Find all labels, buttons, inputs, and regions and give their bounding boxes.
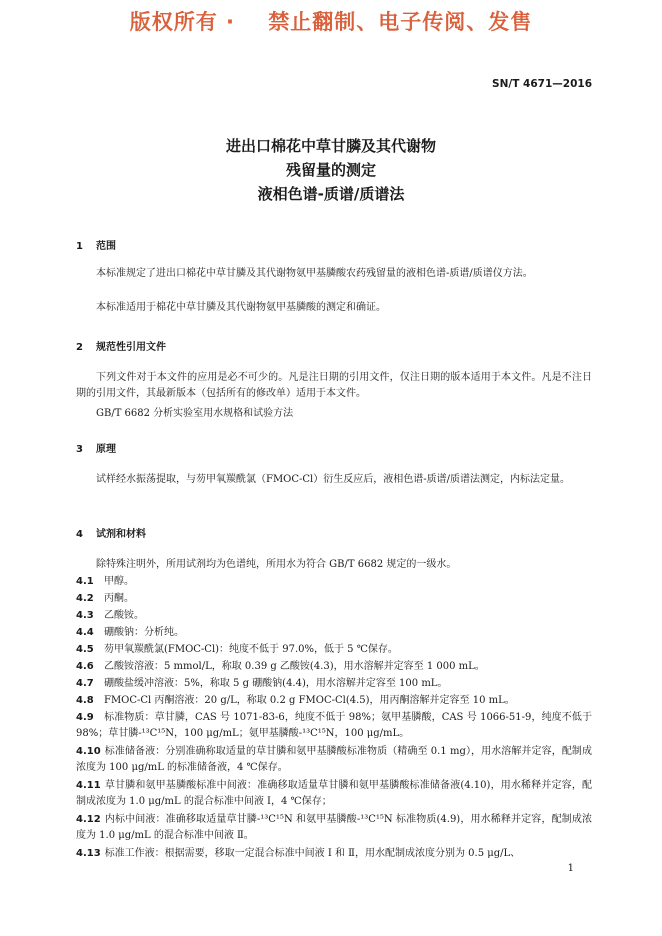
title-line-3: 液相色谱-质谱/质谱法 (257, 185, 405, 203)
item-number: 4.9 (76, 712, 94, 723)
section-number: 4 (76, 529, 83, 540)
list-item (76, 846, 592, 862)
item-number: 4.2 (76, 593, 94, 604)
list-item (76, 778, 592, 810)
scope-paragraph-1: 本标准规定了进出口棉花中草甘膦及其代谢物氨甲基膦酸农药残留量的液相色谱-质谱/质谱仪方法。 (96, 268, 533, 279)
section-title: 范围 (96, 241, 116, 252)
list-item (76, 812, 592, 844)
scope-paragraph-2: 本标准适用于棉花中草甘膦及其代谢物氨甲基膦酸的测定和确证。 (96, 302, 386, 313)
item-text: FMOC-Cl 丙酮溶液：20 g/L，称取 0.2 g FMOC-Cl(4.5)，用丙酮溶解并定容至 10 mL。 (104, 695, 515, 706)
section-title: 规范性引用文件 (96, 342, 166, 353)
item-text: 内标中间液：准确移取适量草甘膦-¹³C¹⁵N 和氨甲基膦酸-¹³C¹⁵N 标准物质(4.9)，用水稀释并定容，配制成浓度为 1.0 μg/mL 的混合标准中间液 Ⅱ。 (76, 814, 592, 841)
list-item (76, 710, 592, 742)
section-number: 3 (76, 444, 83, 455)
item-text: 标准储备液：分别准确称取适量的草甘膦和氨甲基膦酸标准物质（精确至 0.1 mg），用水溶解并定容，配制成浓度为 100 μg/mL 的标准储备液，4 ℃保存。 (76, 746, 592, 773)
list-item (76, 676, 592, 692)
section-4-heading (76, 525, 146, 540)
item-number: 4.4 (76, 627, 94, 638)
item-number: 4.11 (76, 780, 101, 791)
title-line-1: 进出口棉花中草甘膦及其代谢物 (225, 137, 436, 155)
list-item (76, 744, 592, 776)
section-1-heading (76, 237, 116, 252)
item-number: 4.6 (76, 661, 94, 672)
item-number: 4.1 (76, 576, 94, 587)
item-text: 芴甲氧羰酰氯(FMOC-Cl)：纯度不低于 97.0%，低于 5 ℃保存。 (104, 644, 398, 655)
item-text: 标准工作液：根据需要，移取一定混合标准中间液 Ⅰ 和 Ⅱ，用水配制成浓度分别为 0.5 μg/L、 (104, 848, 521, 859)
item-text: 乙酸铵。 (104, 610, 144, 621)
item-number: 4.5 (76, 644, 94, 655)
list-item (76, 574, 592, 590)
section-number: 2 (76, 342, 83, 353)
item-text: 草甘膦和氨甲基膦酸标准中间液：准确移取适量草甘膦和氨甲基膦酸标准储备液(4.10)，用水稀释并定容，配制成浓度为 1.0 μg/mL 的混合标准中间液 Ⅰ，4 ℃保存； (76, 780, 592, 807)
item-number: 4.10 (76, 746, 101, 757)
standard-number: SN/T 4671—2016 (492, 78, 592, 90)
page-number: 1 (567, 863, 574, 874)
section-3-heading (76, 440, 116, 455)
item-number: 4.7 (76, 678, 94, 689)
item-number: 4.12 (76, 814, 101, 825)
list-item (76, 642, 592, 658)
section-title: 试剂和材料 (96, 529, 146, 540)
item-number: 4.3 (76, 610, 94, 621)
item-text: 硼酸盐缓冲溶液：5%，称取 5 g 硼酸钠(4.4)，用水溶解并定容至 100 mL。 (104, 678, 448, 689)
item-text: 标准物质：草甘膦，CAS 号 1071-83-6，纯度不低于 98%；氨甲基膦酸，CAS 号 1066-51-9，纯度不低于 98%；草甘膦-¹³C¹⁵N，100 μg/mL；氨甲基膦酸-¹³C¹⁵N，100 μg/mL。 (76, 712, 592, 739)
principle-paragraph: 试样经水振荡提取，与芴甲氧羰酰氯（FMOC-Cl）衍生反应后，液相色谱-质谱/质谱法测定，内标法定量。 (96, 474, 571, 485)
list-item (76, 625, 592, 641)
reagents-intro: 除特殊注明外，所用试剂均为色谱纯，所用水为符合 GB/T 6682 规定的一级水。 (96, 559, 457, 570)
section-title: 原理 (96, 444, 116, 455)
item-text: 乙酸铵溶液：5 mmol/L，称取 0.39 g 乙酸铵(4.3)，用水溶解并定容至 1 000 mL。 (104, 661, 485, 672)
list-item (76, 693, 592, 709)
list-item (76, 608, 592, 624)
item-number: 4.13 (76, 848, 101, 859)
copyright-banner: 版权所有 · 禁止翻制、电子传阅、发售 (129, 10, 533, 34)
item-text: 丙酮。 (104, 593, 134, 604)
item-text: 甲醇。 (104, 576, 134, 587)
section-2-heading (76, 338, 166, 353)
item-number: 4.8 (76, 695, 94, 706)
item-text: 硼酸钠：分析纯。 (104, 627, 184, 638)
title-line-2: 残留量的测定 (285, 161, 376, 179)
normative-paragraph: 下列文件对于本文件的应用是必不可少的。凡是注日期的引用文件，仅注日期的版本适用于本文件。凡是不注日期的引用文件，其最新版本（包括所有的修改单）适用于本文件。 (76, 372, 592, 399)
section-number: 1 (76, 241, 83, 252)
list-item (76, 591, 592, 607)
list-item (76, 659, 592, 675)
normative-reference: GB/T 6682 分析实验室用水规格和试验方法 (96, 408, 294, 419)
